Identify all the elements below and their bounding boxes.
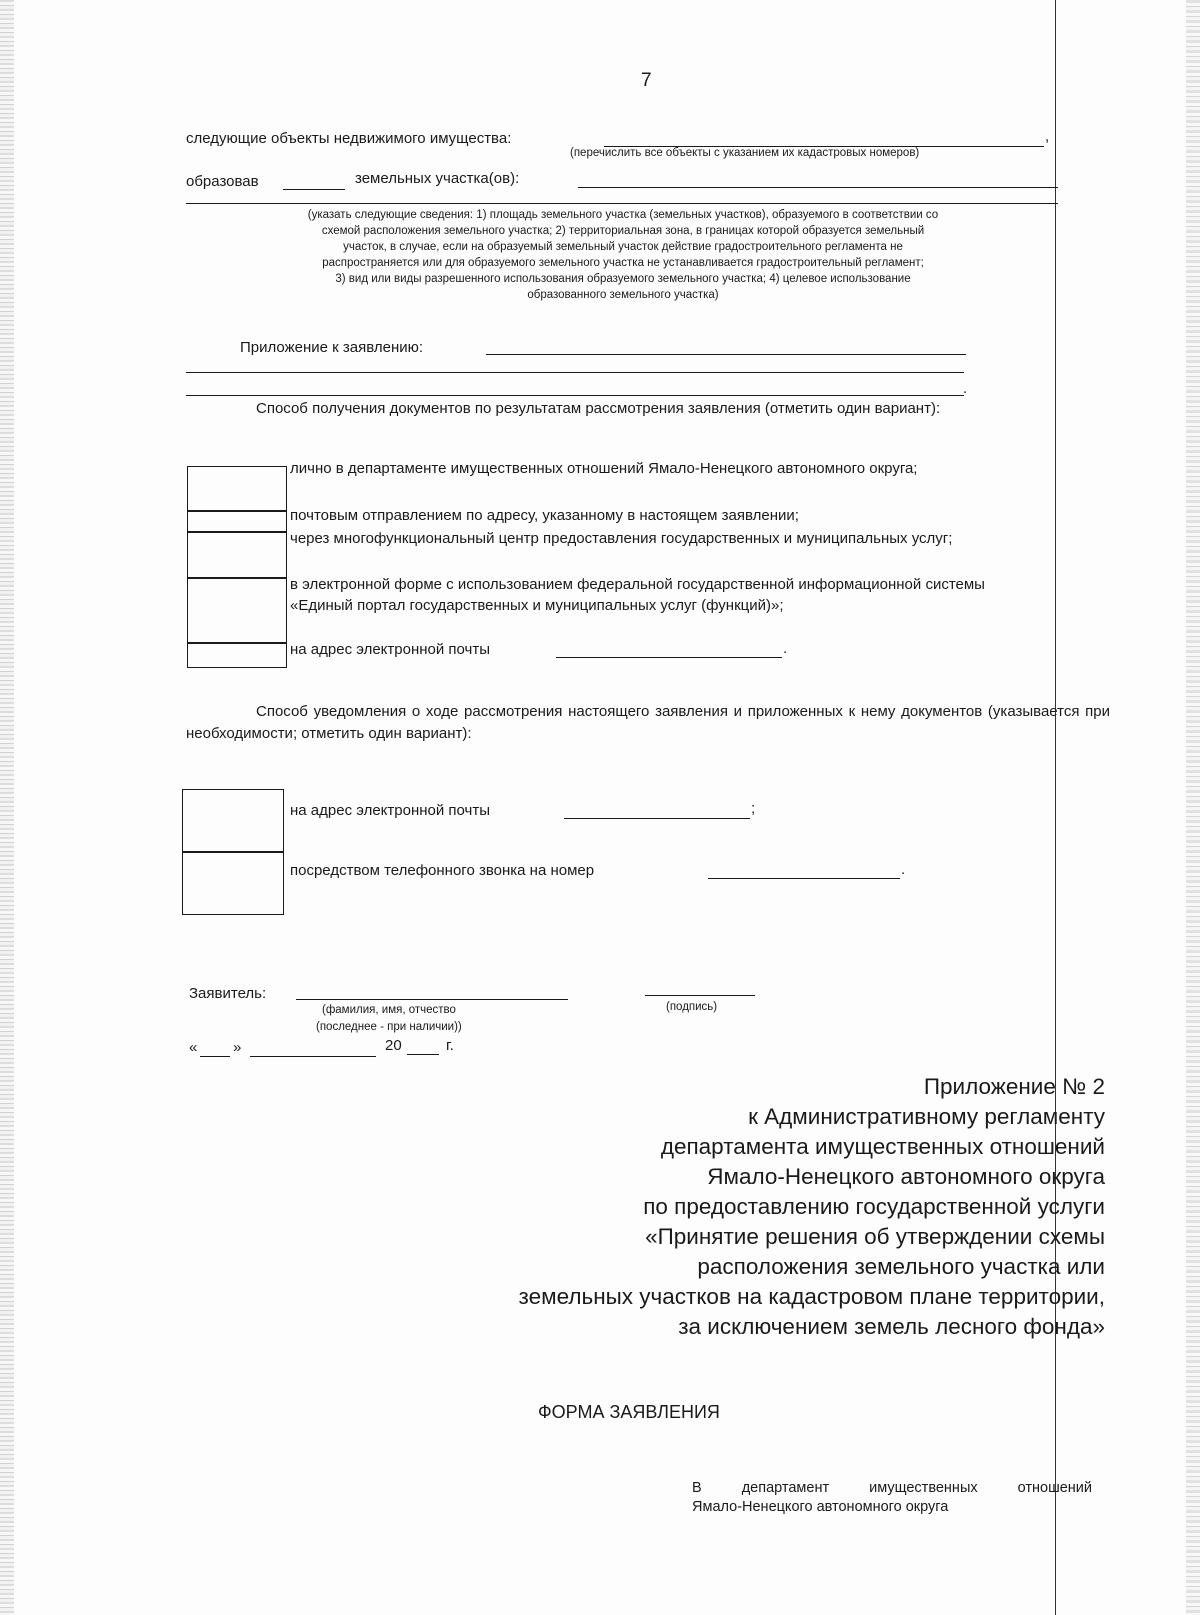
applicant-signature-blank[interactable] (645, 995, 755, 996)
attachment-label: Приложение к заявлению: (240, 339, 424, 356)
receive-option-email-checkbox[interactable] (187, 642, 287, 668)
note-line: (указать следующие сведения: 1) площадь земельного участка (земельных участков), образуемого в соответствии со (307, 209, 939, 221)
notify-email-end: ; (751, 800, 756, 817)
date-month-blank[interactable] (250, 1056, 376, 1057)
date-year-prefix: 20 (385, 1037, 402, 1054)
attachment-end-dot: . (963, 380, 968, 397)
receive-email-end: . (783, 640, 788, 657)
applicant-name-blank[interactable] (296, 999, 568, 1000)
signature-hint: (подпись) (666, 1001, 718, 1013)
date-quote-close: » (233, 1039, 242, 1056)
forming-prefix: образовав (186, 173, 259, 190)
receive-option-mfc: через многофункциональный центр предоставления государственных и муниципальных услуг; (290, 530, 953, 547)
appendix-line: Ямало-Ненецкого автономного округа (707, 1164, 1105, 1189)
attachment-underline-3[interactable] (186, 395, 964, 396)
appendix-line: департамента имущественных отношений (660, 1134, 1105, 1159)
appendix-header (519, 1072, 1105, 1342)
notify-option-phone-checkbox[interactable] (182, 851, 284, 915)
appendix-line: «Принятие решения об утверждении схемы (645, 1224, 1105, 1249)
date-suffix: г. (446, 1037, 454, 1054)
note-line: распространяется или для образуемого земельного участка не устанавливается градостроительный регламент; (322, 257, 924, 269)
objects-comma: , (1045, 128, 1050, 145)
appendix-line: к Административному регламенту (748, 1104, 1105, 1129)
applicant-label: Заявитель: (189, 985, 267, 1002)
receive-option-in-person: лично в департаменте имущественных отношений Ямало-Ненецкого автономного округа; (290, 460, 918, 477)
date-day-blank[interactable] (200, 1056, 230, 1057)
appendix-line: за исключением земель лесного фонда» (678, 1314, 1105, 1339)
forming-underline[interactable] (578, 187, 1058, 188)
receive-option-mfc-checkbox[interactable] (187, 531, 287, 579)
appendix-line: земельных участков на кадастровом плане территории, (518, 1284, 1105, 1309)
notify-phone-blank[interactable] (708, 878, 900, 879)
receive-option-post-checkbox[interactable] (187, 510, 287, 533)
receive-option-email: на адрес электронной почты (290, 641, 491, 658)
scan-edge-left (0, 0, 14, 1615)
addressee-line2: Ямало-Ненецкого автономного округа (692, 1499, 949, 1515)
receive-method-intro: Способ получения документов по результатам рассмотрения заявления (отметить один вариант): (256, 400, 941, 417)
addressee (692, 1479, 1092, 1517)
appendix-line: Приложение № 2 (923, 1074, 1105, 1099)
page-number: 7 (641, 70, 652, 91)
objects-label: следующие объекты недвижимого имущества: (186, 130, 512, 147)
name-hint-line2: (последнее - при наличии)) (316, 1021, 462, 1033)
receive-option-post: почтовым отправлением по адресу, указанному в настоящем заявлении; (290, 507, 799, 524)
forming-underline-2[interactable] (186, 203, 1058, 204)
notify-method-intro: Способ уведомления о ходе рассмотрения настоящего заявления и приложенных к нему документов (указывается при необходимости; отметить один вариант): (186, 703, 1110, 742)
notify-option-email-checkbox[interactable] (182, 789, 284, 853)
scan-edge-right (1186, 0, 1200, 1615)
appendix-line: по предоставлению государственной услуги (643, 1194, 1105, 1219)
addressee-line1: В департамент имущественных отношений (692, 1480, 1092, 1496)
notify-option-phone: посредством телефонного звонка на номер (290, 862, 595, 879)
receive-option-portal-checkbox[interactable] (187, 577, 287, 644)
appendix-line: расположения земельного участка или (697, 1254, 1105, 1279)
attachment-underline-2[interactable] (186, 372, 964, 373)
note-line: схемой расположения земельного участка; 2) территориальная зона, в границах которой образуется земельный (321, 225, 925, 237)
date-quote-open: « (189, 1039, 198, 1056)
receive-email-blank[interactable] (556, 657, 782, 658)
form-title: ФОРМА ЗАЯВЛЕНИЯ (538, 1402, 720, 1422)
receive-option-in-person-checkbox[interactable] (187, 466, 287, 512)
notify-option-email: на адрес электронной почты (290, 802, 491, 819)
note-line: 3) вид или виды разрешенного использования образуемого земельного участка; 4) целевое использование (335, 273, 911, 285)
objects-hint: (перечислить все объекты с указанием их кадастровых номеров) (570, 147, 920, 159)
forming-count-blank[interactable] (283, 189, 345, 190)
date-year-blank[interactable] (407, 1054, 439, 1055)
attachment-underline[interactable] (486, 354, 966, 355)
name-hint-line1: (фамилия, имя, отчество (322, 1004, 456, 1016)
land-plot-note (190, 207, 1056, 303)
note-line: участок, в случае, если на образуемый земельный участок действие градостроительного регламента не (343, 241, 903, 253)
forming-suffix: земельных участка(ов): (355, 170, 520, 187)
notify-email-blank[interactable] (564, 818, 750, 819)
note-line: образованного земельного участка) (527, 289, 719, 301)
receive-option-portal: в электронной форме с использованием федеральной государственной информационной системы «Единый портал государственных и муниципальных услуг (функций)»; (290, 576, 985, 614)
notify-phone-end: . (901, 861, 906, 878)
